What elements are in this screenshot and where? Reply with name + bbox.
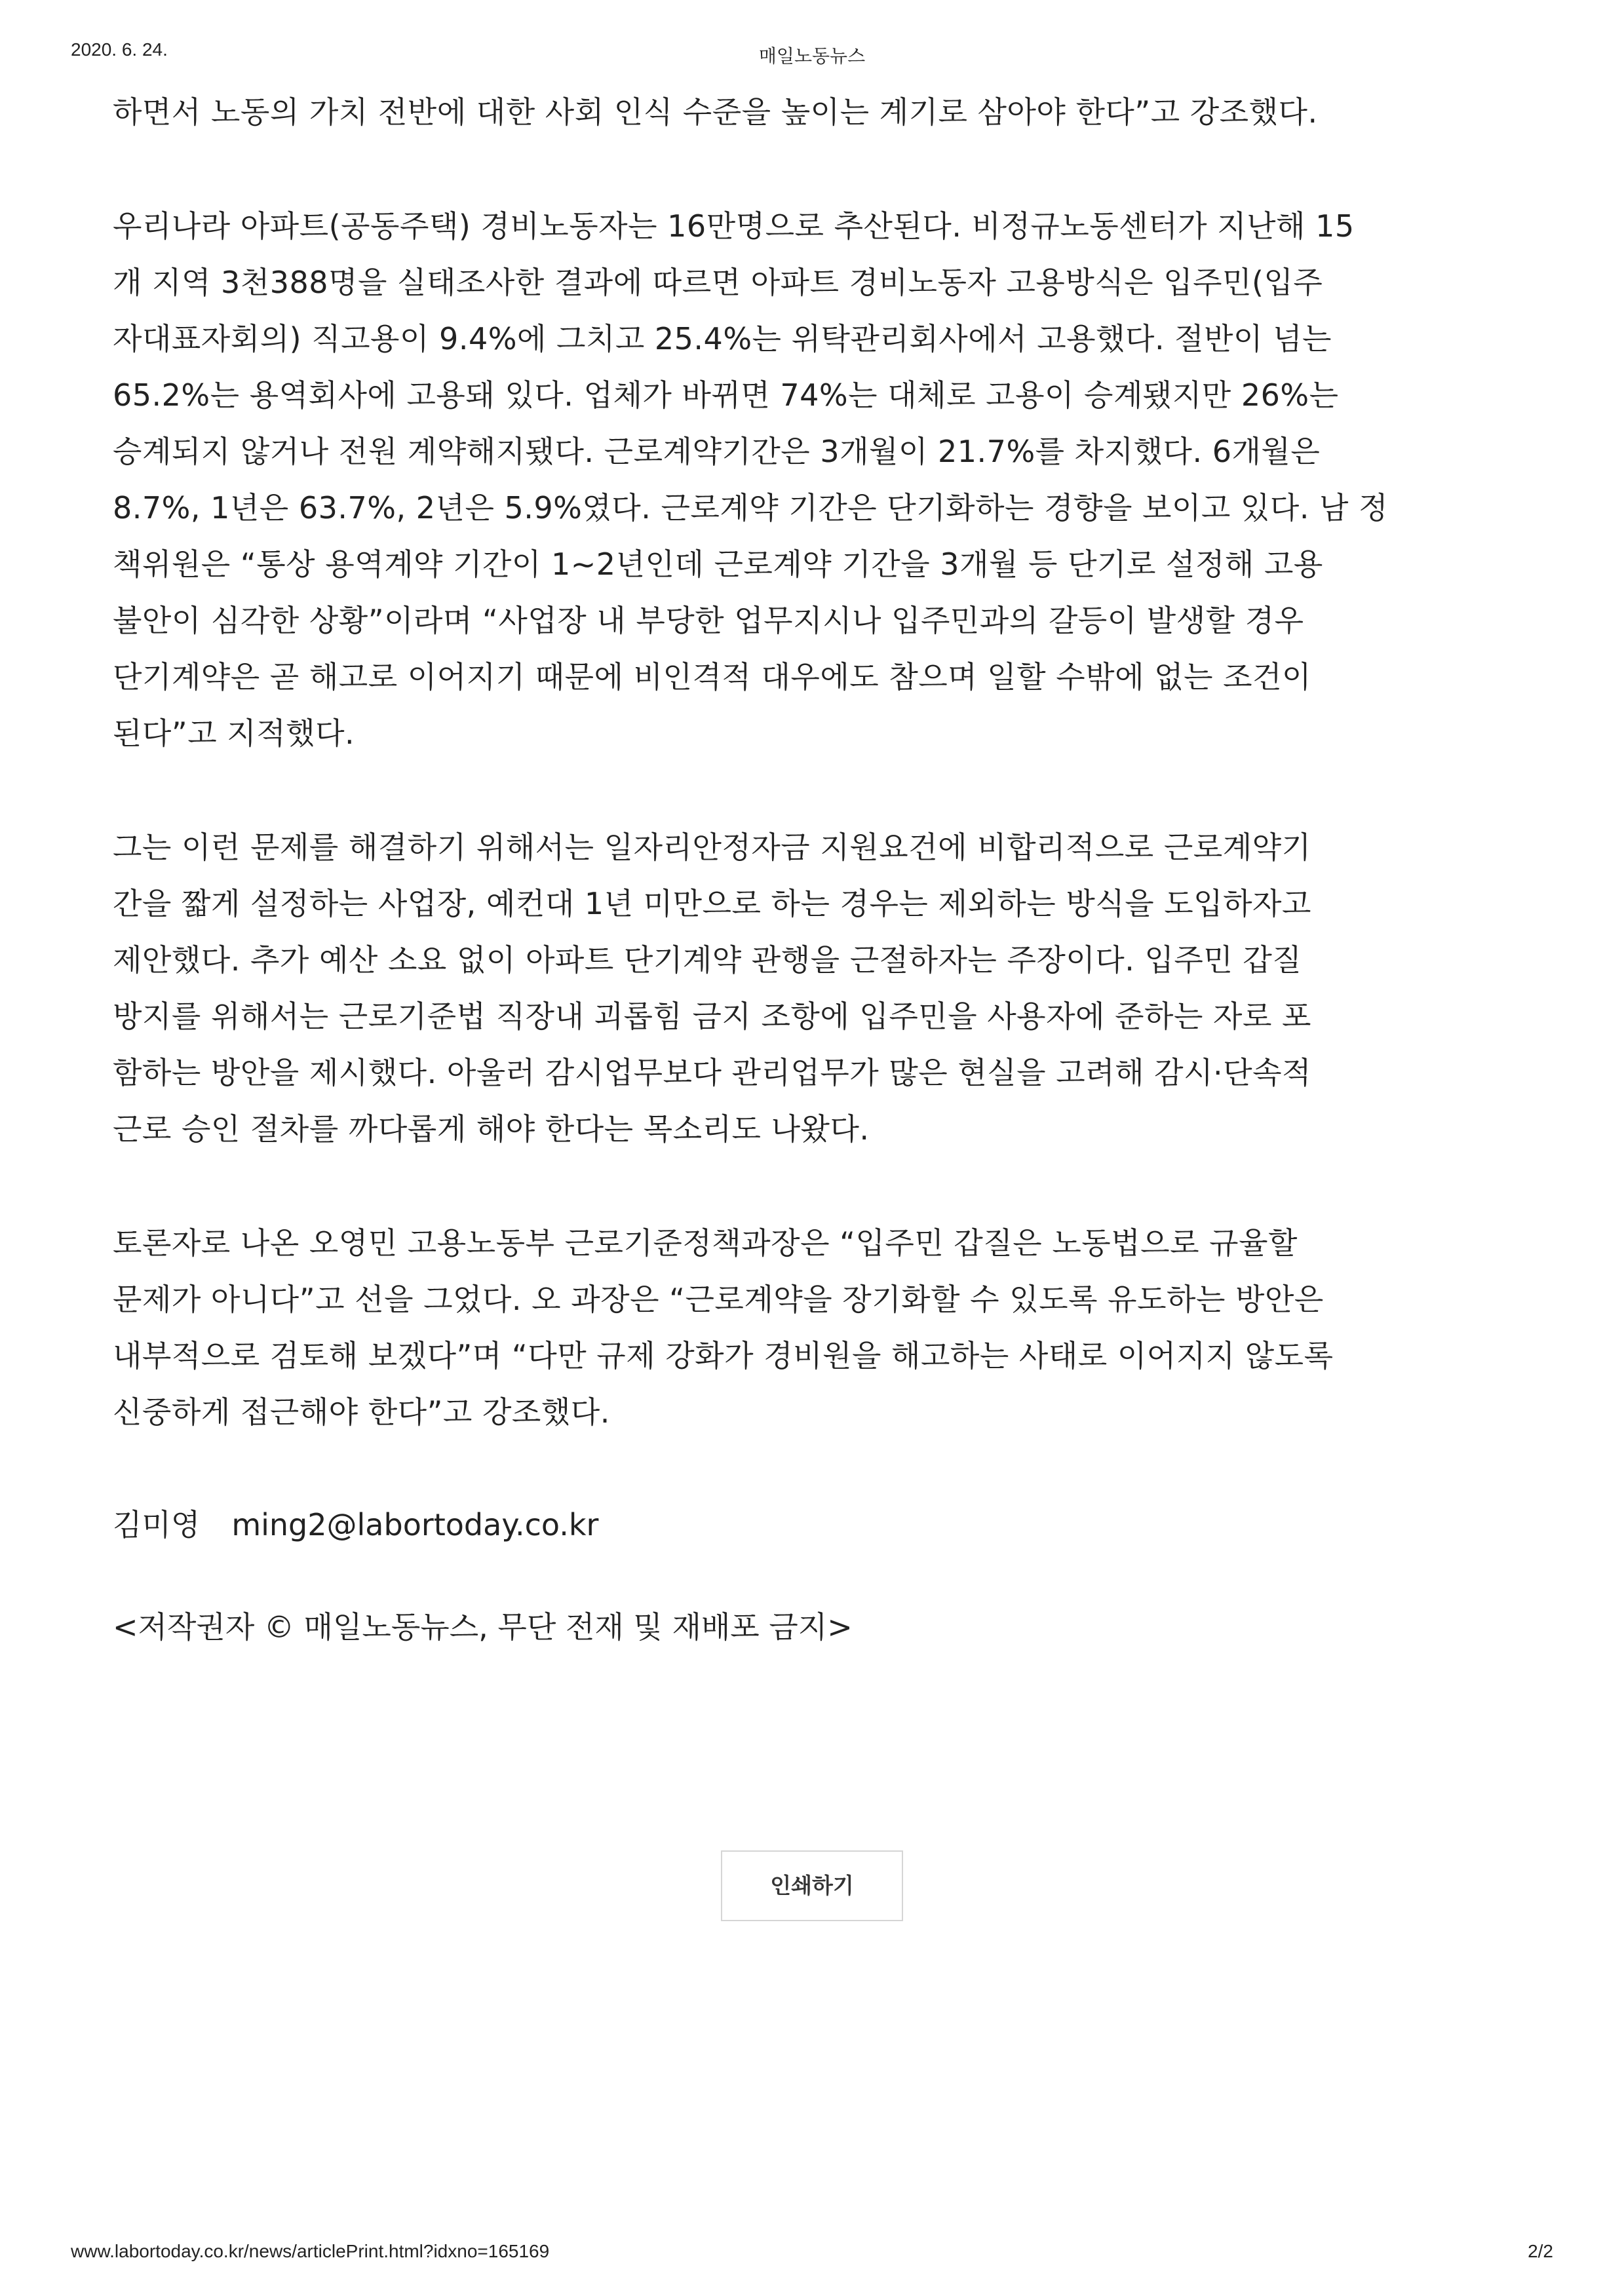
text-line: 된다”고 지적했다. xyxy=(113,716,355,751)
text-line: 65.2%는 용역회사에 고용돼 있다. 업체가 바뀌면 74%는 대체로 고용이 승계됐지만 26%는 xyxy=(113,377,1339,413)
text-line: 신중하게 접근해야 한다”고 강조했다. xyxy=(113,1394,610,1430)
article-body xyxy=(113,84,1528,1655)
author-email: ming2@labortoday.co.kr xyxy=(231,1507,599,1542)
article-paragraph-1 xyxy=(113,84,1528,140)
text-line: 우리나라 아파트(공동주택) 경비노동자는 16만명으로 추산된다. 비정규노동센터가 지난해 15 xyxy=(113,208,1355,244)
text-line: 하면서 노동의 가치 전반에 대한 사회 인식 수준을 높이는 계기로 삼아야 한다”고 강조했다. xyxy=(113,94,1318,130)
text-line: 함하는 방안을 제시했다. 아울러 감시업무보다 관리업무가 많은 현실을 고려해 감시·단속적 xyxy=(113,1055,1311,1090)
print-date: 2020. 6. 24. xyxy=(71,39,168,60)
text-line: 그는 이런 문제를 해결하기 위해서는 일자리안정자금 지원요건에 비합리적으로 근로계약기 xyxy=(113,830,1311,865)
text-line: 제안했다. 추가 예산 소요 없이 아파트 단기계약 관행을 근절하자는 주장이다. 입주민 갑질 xyxy=(113,942,1302,978)
print-button-container xyxy=(0,1850,1624,1921)
text-line: 근로 승인 절차를 까다롭게 해야 한다는 목소리도 나왔다. xyxy=(113,1111,870,1147)
text-line: 단기계약은 곧 해고로 이어지기 때문에 비인격적 대우에도 참으며 일할 수밖에 없는 조건이 xyxy=(113,659,1311,695)
copyright-notice: <저작권자 © 매일노동뉴스, 무단 전재 및 재배포 금지> xyxy=(113,1609,853,1645)
text-line: 승계되지 않거나 전원 계약해지됐다. 근로계약기간은 3개월이 21.7%를 차지했다. 6개월은 xyxy=(113,434,1321,469)
author-name: 김미영 xyxy=(113,1507,201,1542)
article-paragraph-3 xyxy=(113,819,1528,1157)
text-line: 자대표자회의) 직고용이 9.4%에 그치고 25.4%는 위탁관리회사에서 고용했다. 절반이 넘는 xyxy=(113,321,1332,356)
text-line: 불안이 심각한 상황”이라며 “사업장 내 부당한 업무지시나 입주민과의 갈등이 발생할 경우 xyxy=(113,603,1304,638)
text-line: 내부적으로 검토해 보겠다”며 “다만 규제 강화가 경비원을 해고하는 사태로 이어지지 않도록 xyxy=(113,1338,1334,1373)
print-footer-url: www.labortoday.co.kr/news/articlePrint.html?idxno=165169 xyxy=(71,2241,550,2261)
text-line: 책위원은 “통상 용역계약 기간이 1~2년인데 근로계약 기간을 3개월 등 단기로 설정해 고용 xyxy=(113,546,1323,582)
print-button[interactable]: 인쇄하기 xyxy=(721,1850,903,1921)
text-line: 토론자로 나온 오영민 고용노동부 근로기준정책과장은 “입주민 갑질은 노동법으로 규율할 xyxy=(113,1225,1298,1261)
print-footer-page-number: 2/2 xyxy=(1528,2241,1553,2261)
print-header-title: 매일노동뉴스 xyxy=(758,45,866,67)
text-line: 8.7%, 1년은 63.7%, 2년은 5.9%였다. 근로계약 기간은 단기화하는 경향을 보이고 있다. 남 정 xyxy=(113,490,1389,526)
byline xyxy=(113,1497,1528,1553)
text-line: 방지를 위해서는 근로기준법 직장내 괴롭힘 금지 조항에 입주민을 사용자에 준하는 자로 포 xyxy=(113,999,1311,1034)
text-line: 간을 짧게 설정하는 사업장, 예컨대 1년 미만으로 하는 경우는 제외하는 방식을 도입하자고 xyxy=(113,886,1311,921)
article-paragraph-4 xyxy=(113,1215,1528,1440)
text-line: 문제가 아니다”고 선을 그었다. 오 과장은 “근로계약을 장기화할 수 있도록 유도하는 방안은 xyxy=(113,1282,1324,1317)
article-paragraph-2 xyxy=(113,198,1528,761)
text-line: 개 지역 3천388명을 실태조사한 결과에 따르면 아파트 경비노동자 고용방식은 입주민(입주 xyxy=(113,265,1323,300)
